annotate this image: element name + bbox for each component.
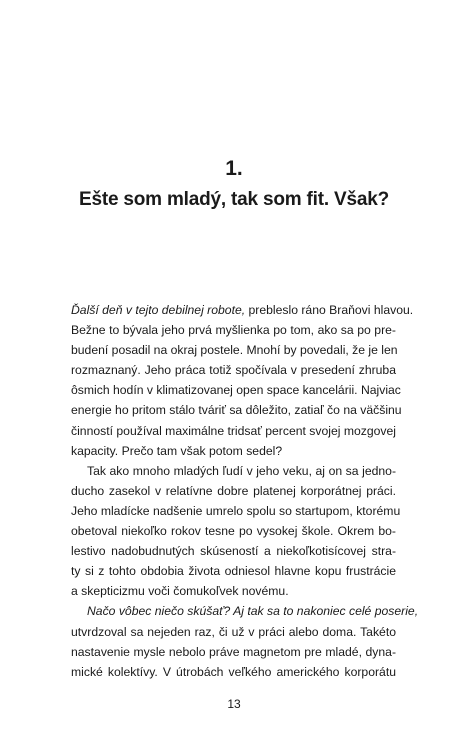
- line-text: rozmaznaný. Jeho práca totiž spočívala v presedení zhruba: [71, 363, 396, 378]
- text-line: [71, 642, 396, 662]
- text-line: [71, 622, 396, 642]
- line-text: utvrdzoval sa nejeden raz, či už v práci alebo doma. Takéto: [71, 624, 396, 639]
- italic-thought: Načo vôbec niečo skúšať? Aj tak sa to nakoniec celé poserie,: [87, 604, 419, 619]
- text-line: [71, 380, 401, 400]
- line-text: Bežne to bývala jeho prvá myšlienka po tom, ako sa po pre-: [71, 323, 396, 338]
- text-line: [71, 421, 396, 441]
- line-text: obetoval niekoľko rokov tesne po vysokej škole. Okrem bo-: [71, 524, 396, 539]
- line-text: prebleslo ráno Braňovi hlavou.: [245, 303, 414, 317]
- text-line: [71, 300, 414, 320]
- text-line: [71, 461, 396, 481]
- line-text: a skepticizmu voči čomukoľvek novému.: [71, 584, 289, 599]
- line-text: lestivo nadobudnutých skúseností a niekoľkotisícovej stra-: [71, 544, 396, 559]
- page-number: 13: [227, 697, 241, 711]
- text-line: [71, 501, 401, 521]
- line-text: energie ho pritom stálo tváriť sa dôležito, zatiaľ čo na väčšinu: [71, 403, 402, 418]
- text-line: [71, 601, 419, 621]
- text-line: [71, 360, 396, 380]
- italic-thought: Ďalší deň v tejto debilnej robote,: [71, 303, 246, 317]
- line-text: mické kolektívy. V útrobách veľkého amerického korporátu: [71, 664, 396, 679]
- line-text: činností používal maximálne tridsať percent svojej mozgovej: [71, 423, 396, 438]
- text-line: [71, 400, 402, 420]
- text-line: [71, 581, 396, 601]
- chapter-number: 1.: [225, 157, 243, 180]
- line-text: nastavenie mysle nebolo práve magnetom pre mladé, dyna-: [71, 644, 396, 659]
- chapter-body: [71, 300, 419, 682]
- text-line: [71, 481, 396, 501]
- line-text: Jeho mladícke nadšenie umrelo spolu so startupom, ktorému: [71, 503, 401, 518]
- line-text: ty si z tohto obdobia života odniesol hlavne kopu frustrácie: [71, 564, 396, 579]
- text-line: [71, 662, 396, 682]
- line-text: budení posadil na okraj postele. Mnohí by povedali, že je len: [71, 343, 398, 358]
- text-line: [71, 320, 396, 340]
- line-text: kapacity. Prečo tam však potom sedel?: [71, 443, 283, 458]
- text-line: [71, 561, 396, 581]
- text-line: [71, 541, 396, 561]
- line-text: ducho zasekol v relatívne dobre platenej korporátnej práci.: [71, 483, 396, 498]
- line-text: ôsmich hodín v klimatizovanej open space kancelárii. Najviac: [71, 383, 401, 398]
- paragraph: [71, 461, 401, 602]
- text-line: [71, 521, 396, 541]
- text-line: [71, 441, 396, 461]
- text-line: [71, 340, 396, 360]
- paragraph: [71, 601, 419, 681]
- line-text: Tak ako mnoho mladých ľudí v jeho veku, aj on sa jedno-: [87, 463, 396, 478]
- chapter-title: Ešte som mladý, tak som fit. Však?: [79, 189, 389, 210]
- paragraph: [71, 300, 414, 461]
